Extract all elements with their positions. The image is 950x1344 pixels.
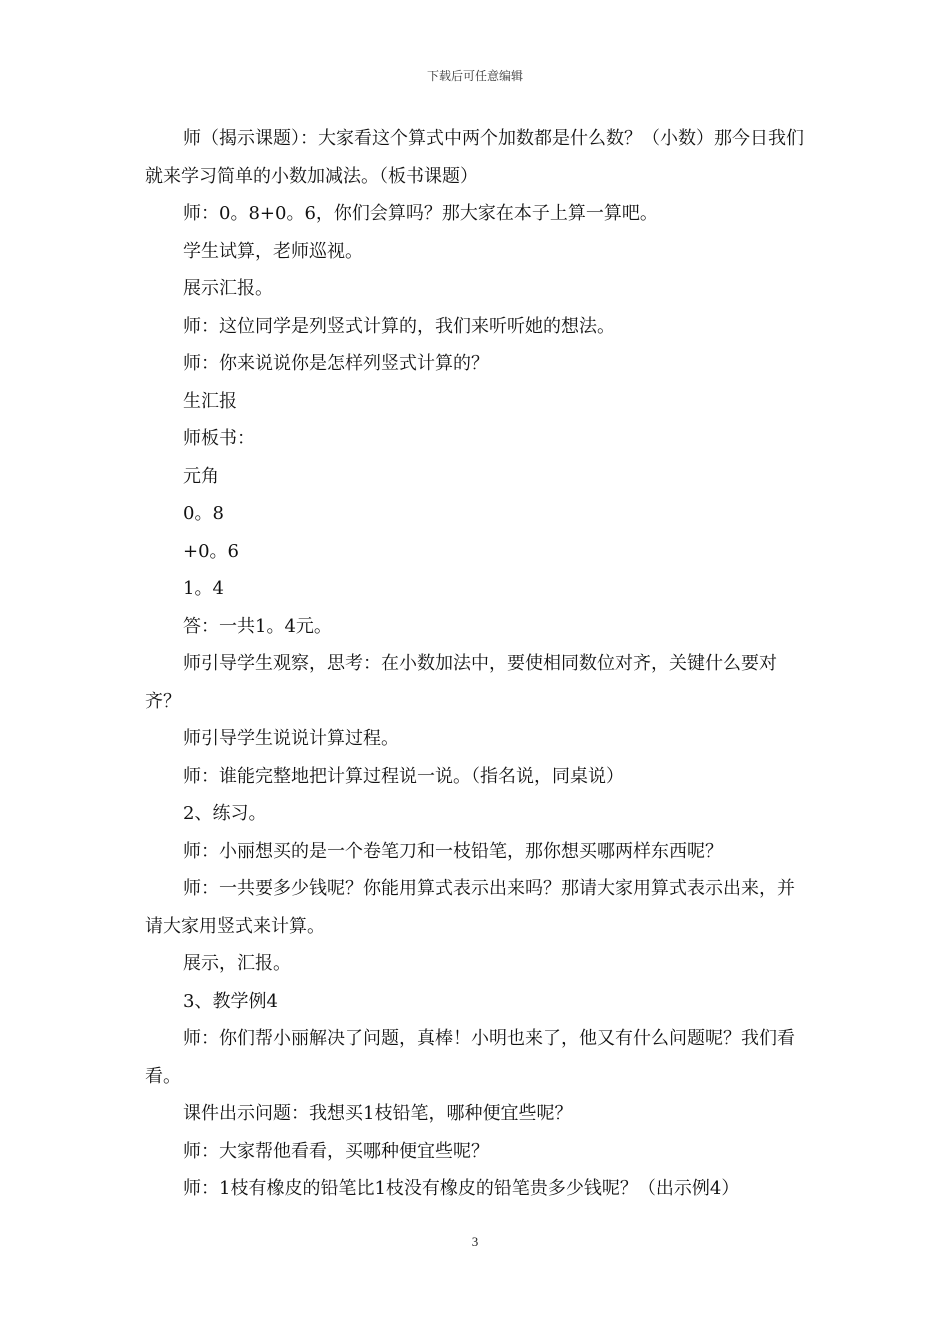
body-text: [145, 120, 810, 1208]
paragraph: +0。6: [183, 540, 239, 562]
paragraph: 师：这位同学是列竖式计算的，我们来听听她的想法。: [183, 315, 615, 337]
paragraph: 师：你们帮小丽解决了问题，真棒！小明也来了，他又有什么问题呢？我们看看。: [145, 1028, 795, 1087]
paragraph: 师引导学生说说计算过程。: [183, 728, 399, 749]
page-number: 3: [471, 1234, 479, 1249]
paragraph: 展示，汇报。: [183, 953, 291, 974]
paragraph: 师：谁能完整地把计算过程说一说。（指名说，同桌说）: [183, 765, 624, 787]
paragraph: 师：大家帮他看看，买哪种便宜些呢？: [183, 1140, 489, 1162]
paragraph: 课件出示问题：我想买1枝铅笔，哪种便宜些呢？: [183, 1103, 573, 1124]
paragraph: 2、练习。: [183, 803, 267, 824]
paragraph: 展示汇报。: [183, 278, 273, 299]
paragraph: 师：你来说说你是怎样列竖式计算的？: [183, 353, 489, 374]
paragraph: 师：一共要多少钱呢？你能用算式表示出来吗？那请大家用算式表示出来，并请大家用竖式来计算。: [145, 878, 795, 937]
paragraph: 元角: [183, 465, 219, 487]
paragraph: 0。8: [183, 503, 224, 524]
paragraph: 学生试算，老师巡视。: [183, 240, 363, 262]
paragraph: 师：0。8+0。6，你们会算吗？那大家在本子上算一算吧。: [183, 203, 658, 224]
paragraph: 师板书：: [183, 428, 255, 449]
paragraph: 1。4: [183, 578, 224, 599]
paragraph: 答：一共1。4元。: [183, 615, 332, 637]
page-header: 下载后可任意编辑: [426, 69, 523, 83]
paragraph: 生汇报: [183, 390, 237, 412]
paragraph: 师引导学生观察，思考：在小数加法中，要使相同数位对齐，关键什么要对齐？: [145, 653, 777, 712]
paragraph: 师（揭示课题）：大家看这个算式中两个加数都是什么数？（小数）那今日我们就来学习简单的小数加减法。（板书课题）: [145, 128, 804, 187]
paragraph: 师：1枝有橡皮的铅笔比1枝没有橡皮的铅笔贵多少钱呢？（出示例4）: [183, 1178, 740, 1199]
paragraph: 3、教学例4: [183, 990, 278, 1012]
paragraph: 师：小丽想买的是一个卷笔刀和一枝铅笔，那你想买哪两样东西呢？: [183, 840, 723, 862]
